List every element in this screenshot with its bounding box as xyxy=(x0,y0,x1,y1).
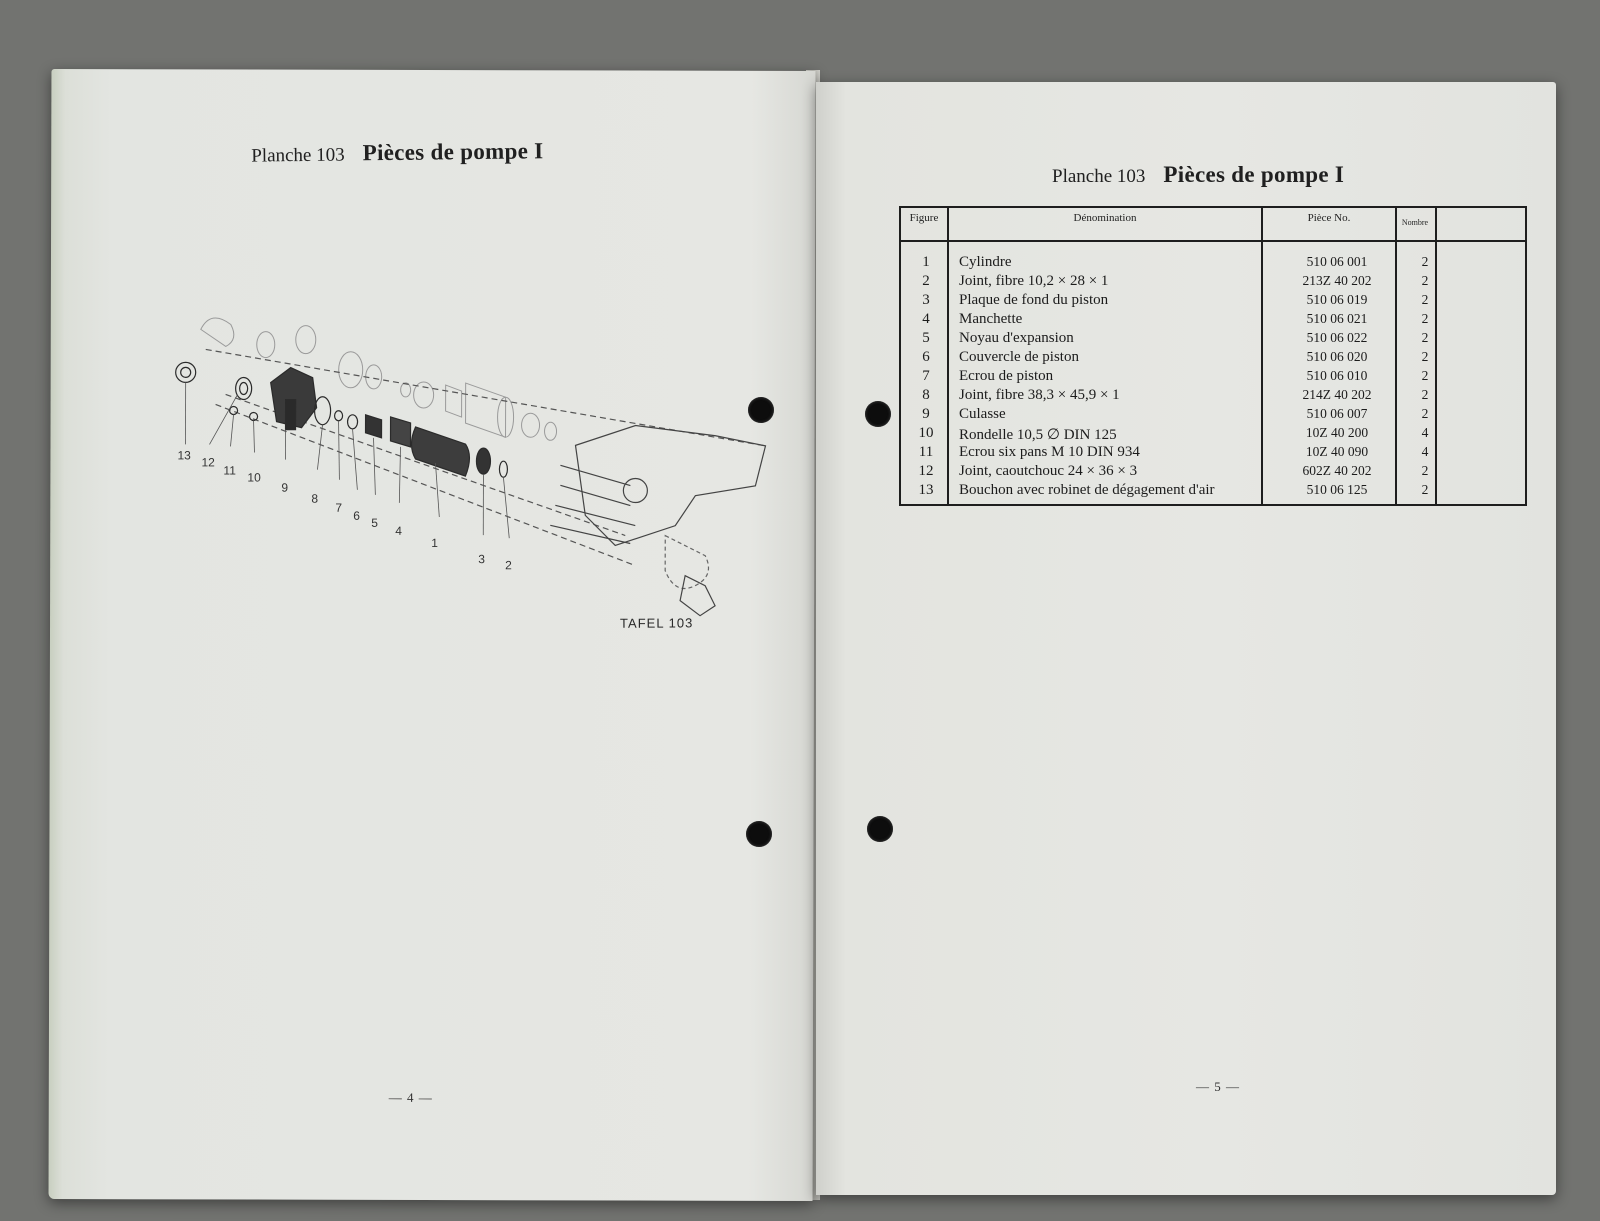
table-row xyxy=(901,368,1525,387)
cell-denomination: Joint, caoutchouc 24 × 36 × 3 xyxy=(959,463,1138,479)
cell-part-no: 510 06 010 xyxy=(1306,368,1368,383)
cell-denomination: Plaque de fond du piston xyxy=(959,292,1109,308)
cell-quantity: 2 xyxy=(1421,254,1429,269)
cell-quantity: 4 xyxy=(1421,444,1429,459)
cell-part-no: 510 06 022 xyxy=(1306,330,1368,345)
left-page-header xyxy=(251,138,543,167)
table-row xyxy=(901,349,1525,368)
callout-6: 6 xyxy=(353,508,361,523)
cell-figure: 8 xyxy=(922,387,930,403)
table-row xyxy=(901,254,1525,273)
cell-part-no: 510 06 125 xyxy=(1306,482,1368,497)
exploded-parts-diagram xyxy=(105,234,786,636)
right-page xyxy=(816,82,1556,1195)
cell-part-no: 213Z 40 202 xyxy=(1302,273,1372,288)
cell-figure: 3 xyxy=(922,292,930,308)
cell-figure: 6 xyxy=(922,349,930,365)
header-part-no: Pièce No. xyxy=(1307,212,1351,224)
cell-figure: 12 xyxy=(918,463,934,479)
callout-7: 7 xyxy=(335,500,343,515)
cell-quantity: 2 xyxy=(1421,273,1429,288)
table-body xyxy=(901,254,1525,501)
punch-hole xyxy=(748,397,774,423)
table-row xyxy=(901,406,1525,425)
cell-part-no: 510 06 001 xyxy=(1306,254,1368,269)
page-number-left: — 4 — xyxy=(388,1089,433,1106)
callout-4: 4 xyxy=(395,523,402,538)
cell-quantity: 2 xyxy=(1421,406,1429,421)
left-page xyxy=(49,69,816,1201)
callout-8: 8 xyxy=(311,491,319,506)
punch-hole xyxy=(746,821,772,847)
cell-quantity: 4 xyxy=(1421,425,1429,440)
callout-2: 2 xyxy=(505,558,512,573)
header-figure: Figure xyxy=(909,212,939,224)
table-row xyxy=(901,463,1525,482)
cell-quantity: 2 xyxy=(1421,292,1429,307)
cell-quantity: 2 xyxy=(1421,368,1429,383)
cell-denomination: Culasse xyxy=(959,406,1006,422)
parts-table xyxy=(899,206,1527,506)
diagram-drawing xyxy=(175,318,766,616)
page-number-right: — 5 — xyxy=(1196,1079,1240,1094)
cell-figure: 1 xyxy=(922,254,930,270)
cell-denomination: Rondelle 10,5 ∅ DIN 125 xyxy=(959,427,1117,443)
cell-quantity: 2 xyxy=(1421,330,1429,345)
cell-denomination: Cylindre xyxy=(959,254,1012,270)
table-row xyxy=(901,273,1525,292)
callout-12: 12 xyxy=(201,455,215,470)
cell-figure: 11 xyxy=(918,444,934,460)
cell-part-no: 602Z 40 202 xyxy=(1302,463,1372,478)
table-row xyxy=(901,425,1525,444)
callout-3: 3 xyxy=(478,552,485,567)
table-row xyxy=(901,482,1525,501)
table-row xyxy=(901,444,1525,463)
cell-part-no: 10Z 40 090 xyxy=(1305,444,1369,459)
table-row xyxy=(901,387,1525,406)
callout-5: 5 xyxy=(371,515,378,530)
callout-9: 9 xyxy=(281,480,289,495)
cell-quantity: 2 xyxy=(1421,482,1429,497)
cell-figure: 5 xyxy=(922,330,930,346)
plate-label: Planche 103 xyxy=(1052,166,1146,187)
cell-quantity: 2 xyxy=(1421,463,1429,478)
cell-part-no: 510 06 007 xyxy=(1306,406,1368,421)
cell-figure: 10 xyxy=(918,425,934,441)
cell-quantity: 2 xyxy=(1421,387,1429,402)
callout-11: 11 xyxy=(223,463,236,478)
cell-denomination: Joint, fibre 10,2 × 28 × 1 xyxy=(959,273,1109,289)
cell-figure: 13 xyxy=(918,482,934,498)
cell-figure: 2 xyxy=(922,273,930,289)
plate-label: Planche 103 xyxy=(251,144,345,167)
punch-hole xyxy=(865,401,891,427)
cell-denomination: Noyau d'expansion xyxy=(959,330,1074,346)
punch-hole xyxy=(867,816,893,842)
cell-denomination: Bouchon avec robinet de dégagement d'air xyxy=(959,482,1215,498)
callout-10: 10 xyxy=(247,470,261,485)
table-row xyxy=(901,311,1525,330)
table-row xyxy=(901,292,1525,311)
cell-figure: 4 xyxy=(922,311,930,327)
cell-part-no: 214Z 40 202 xyxy=(1302,387,1372,402)
cell-part-no: 510 06 019 xyxy=(1306,292,1368,307)
callout-1: 1 xyxy=(431,535,438,551)
page-title: Pièces de pompe I xyxy=(362,138,544,166)
cell-quantity: 2 xyxy=(1421,349,1429,364)
table-row xyxy=(901,330,1525,349)
cell-figure: 7 xyxy=(922,368,930,384)
cell-denomination: Manchette xyxy=(959,311,1023,327)
header-divider xyxy=(901,240,1525,242)
right-page-header xyxy=(1052,162,1344,188)
header-quantity: Nombre xyxy=(1401,218,1429,227)
callout-13: 13 xyxy=(177,448,191,463)
header-denomination: Dénomination xyxy=(1073,212,1137,224)
cell-part-no: 10Z 40 200 xyxy=(1305,425,1369,440)
tafel-label: TAFEL 103 xyxy=(619,615,694,631)
cell-quantity: 2 xyxy=(1421,311,1429,326)
cell-part-no: 510 06 020 xyxy=(1306,349,1368,364)
page-title: Pièces de pompe I xyxy=(1163,162,1345,187)
cell-denomination: Joint, fibre 38,3 × 45,9 × 1 xyxy=(959,387,1120,403)
cell-denomination: Couvercle de piston xyxy=(959,349,1079,365)
cell-figure: 9 xyxy=(922,406,930,422)
cell-denomination: Ecrou de piston xyxy=(959,368,1054,384)
cell-denomination: Ecrou six pans M 10 DIN 934 xyxy=(959,444,1140,460)
cell-part-no: 510 06 021 xyxy=(1306,311,1368,326)
